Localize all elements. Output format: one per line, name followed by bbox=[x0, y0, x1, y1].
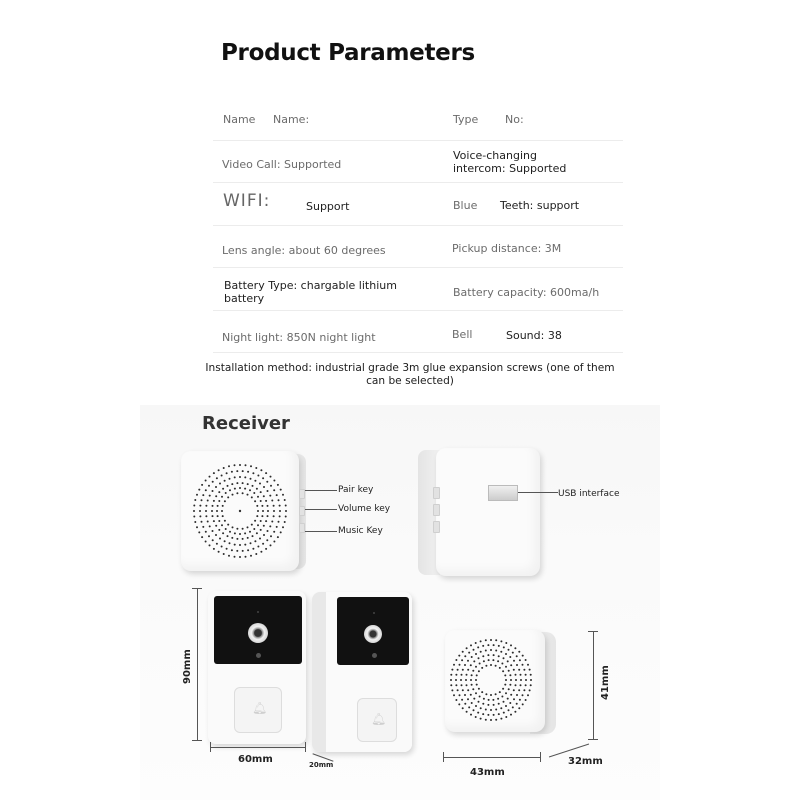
tick bbox=[588, 631, 598, 632]
tick bbox=[192, 588, 202, 589]
speaker-grille-icon bbox=[445, 630, 545, 732]
tick bbox=[192, 740, 202, 741]
camera-panel-angle bbox=[337, 597, 409, 665]
battery-capacity-value: Battery capacity: 600ma/h bbox=[453, 286, 600, 299]
battery-type-value: Battery Type: chargable lithium battery bbox=[224, 279, 397, 305]
type-value: No: bbox=[505, 113, 524, 126]
side-key-1 bbox=[433, 487, 440, 499]
pickup-distance-value: Pickup distance: 3M bbox=[452, 241, 562, 255]
param-row-battery bbox=[213, 268, 623, 311]
usb-leader bbox=[518, 492, 558, 493]
name-value: Name: bbox=[273, 113, 310, 126]
volume-key-leader bbox=[305, 509, 337, 510]
receiver-front bbox=[181, 451, 299, 571]
param-row-name bbox=[213, 98, 623, 141]
usb-interface-label: USB interface bbox=[558, 489, 620, 499]
night-light-value: Night light: 850N night light bbox=[222, 330, 376, 344]
tick bbox=[305, 742, 306, 752]
installation-method: Installation method: industrial grade 3m glue expansion screws (one of them can be selected) bbox=[205, 362, 615, 387]
receiver-back bbox=[436, 448, 540, 576]
microphone-icon bbox=[257, 611, 259, 613]
tick bbox=[210, 742, 211, 752]
volume-key-label: Volume key bbox=[338, 504, 391, 514]
bell-icon: 🔔︎ bbox=[371, 712, 387, 726]
param-row-video bbox=[213, 141, 623, 184]
ir-sensor-icon bbox=[372, 653, 377, 658]
receiver-height-label: 41mm bbox=[600, 665, 611, 700]
tick bbox=[540, 752, 541, 762]
side-key-2 bbox=[433, 504, 440, 516]
param-row-wifi bbox=[213, 183, 623, 226]
bluetooth-value: Teeth: support bbox=[500, 199, 580, 212]
page-title: Product Parameters bbox=[221, 40, 475, 66]
camera-lens-icon bbox=[248, 623, 268, 643]
microphone-icon bbox=[373, 612, 375, 614]
speaker-grille-icon bbox=[181, 451, 299, 571]
bell-sound-value: Sound: 38 bbox=[506, 328, 562, 342]
camera-lens-icon bbox=[364, 625, 382, 643]
receiver-width-label: 43mm bbox=[470, 767, 505, 778]
param-row-night-light bbox=[213, 311, 623, 354]
doorbell-width-line bbox=[210, 747, 305, 748]
parameters-table bbox=[213, 98, 623, 353]
type-label: Type bbox=[453, 113, 479, 126]
param-row-lens bbox=[213, 226, 623, 269]
doorbell-angle bbox=[312, 592, 412, 752]
wifi-value: Support bbox=[306, 200, 350, 213]
volume-key[interactable] bbox=[299, 506, 305, 516]
bluetooth-label: Blue bbox=[453, 199, 478, 212]
doorbell-button bbox=[234, 687, 282, 733]
camera-panel bbox=[214, 596, 302, 664]
ir-sensor-icon bbox=[256, 653, 261, 658]
receiver-width-line bbox=[443, 757, 540, 758]
doorbell-button-angle bbox=[357, 698, 397, 742]
receiver-height-line bbox=[593, 631, 594, 739]
receiver-small bbox=[445, 630, 545, 732]
lens-angle-value: Lens angle: about 60 degrees bbox=[222, 243, 386, 257]
tick bbox=[443, 752, 444, 762]
doorbell-depth-label: 20mm bbox=[309, 761, 334, 769]
receiver-title: Receiver bbox=[202, 413, 290, 434]
music-key-label: Music Key bbox=[338, 526, 383, 536]
doorbell-height-line bbox=[197, 588, 198, 740]
pair-key-label: Pair key bbox=[338, 485, 374, 495]
pair-key-leader bbox=[305, 490, 337, 491]
bell-label: Bell bbox=[452, 327, 473, 341]
doorbell-width-label: 60mm bbox=[238, 754, 273, 765]
tick bbox=[588, 739, 598, 740]
receiver-depth-label: 32mm bbox=[568, 756, 603, 767]
music-key-leader bbox=[305, 531, 337, 532]
voice-changing-value: Voice-changing intercom: Supported bbox=[453, 148, 567, 175]
side-key-3 bbox=[433, 521, 440, 533]
doorbell-height-label: 90mm bbox=[182, 649, 193, 684]
bell-icon: 🔔︎ bbox=[252, 701, 268, 715]
video-call-value: Video Call: Supported bbox=[222, 157, 342, 171]
wifi-label: WIFI: bbox=[223, 191, 271, 211]
doorbell-front bbox=[208, 591, 306, 744]
usb-plug-icon bbox=[488, 485, 518, 501]
name-label: Name bbox=[223, 113, 256, 126]
